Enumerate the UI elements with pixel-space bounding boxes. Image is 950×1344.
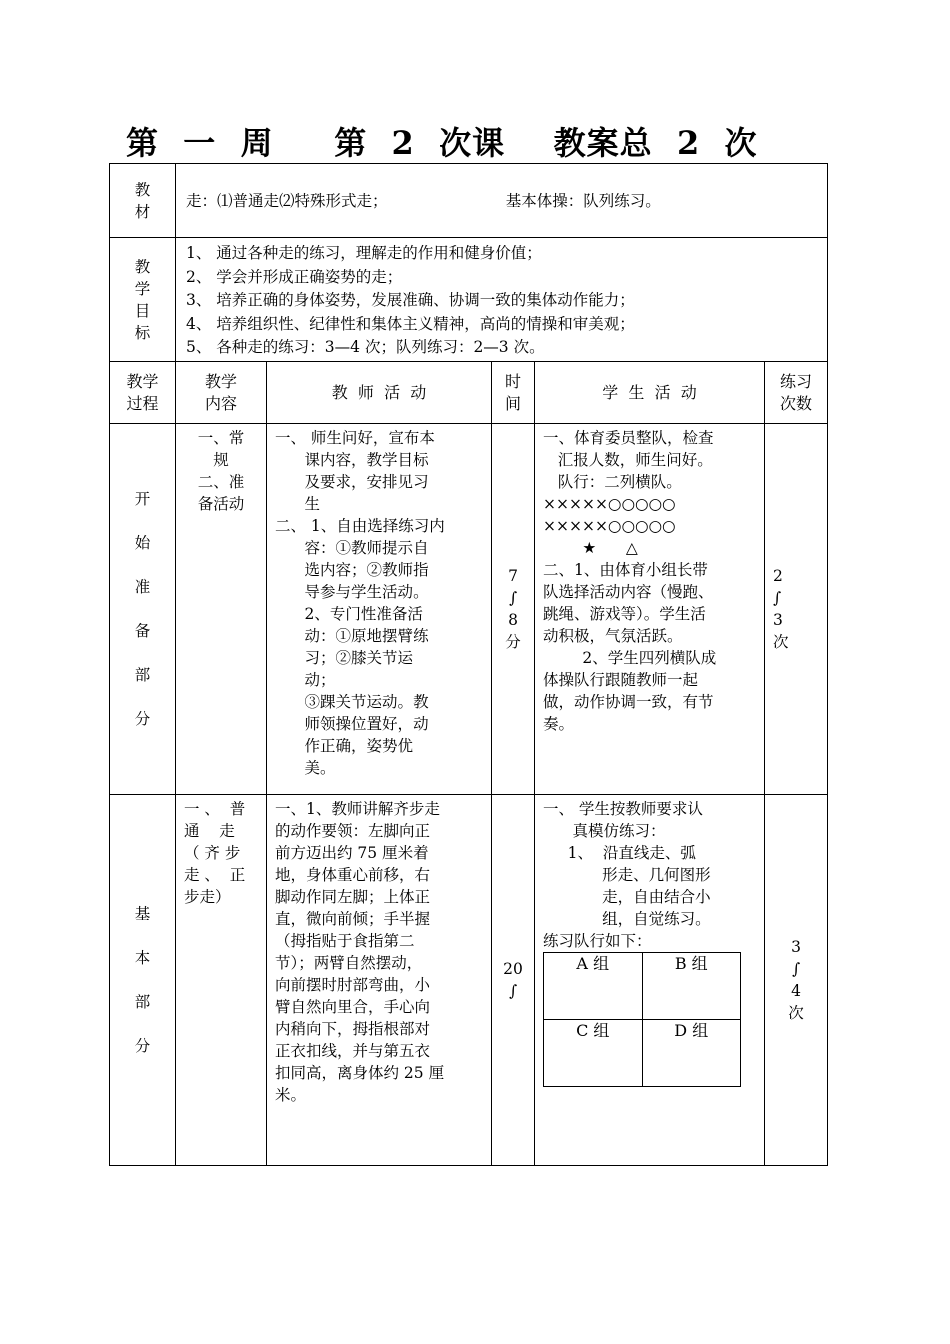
header-reps: 练习 次数 (765, 362, 828, 424)
header-row (110, 362, 828, 424)
objectives-row (110, 238, 828, 362)
header-time: 时 间 (492, 362, 535, 424)
material-text: 走：⑴普通走⑵特殊形式走； 基本体操：队列练习。 (186, 191, 661, 210)
material-label: 教 材 (110, 164, 176, 238)
section-basic-time: 20 ∫ (492, 795, 535, 1166)
objective-item: 1、 通过各种走的练习，理解走的作用和健身价值； (186, 244, 542, 262)
section-basic-student: 一、 学生按教师要求认 真模仿练习： 1、 沿直线走、弧 形走、几何图形 走，自由结合小 组，自觉练习。 练习队行如下： A 组 B 组 C 组 D 组 (535, 795, 765, 1166)
objective-item: 5、 各种走的练习：3—4 次；队列练习：2—3 次。 (186, 338, 545, 356)
section-start-teacher: 一、 师生问好，宣布本 课内容，教学目标 及要求，安排见习 生 二、 1、自由选择练习内 容：①教师提示自 选内容；②教师指 导参与学生活动。 2、专门性准备活 动：①原地摆臂练 习；②膝关节运 动； ③踝关节运动。教 师领操位置好，动 作正确，姿势优 美。 (267, 424, 492, 795)
header-content: 教学 内容 (176, 362, 267, 424)
group-b: B 组 (642, 953, 741, 1020)
section-basic-reps: 3 ∫ 4 次 (765, 795, 828, 1166)
group-a: A 组 (544, 953, 643, 1020)
section-basic-content: 一 、 普 通 走 （ 齐 步 走 、 正 步走） (176, 795, 267, 1166)
objective-item: 3、 培养正确的身体姿势，发展准确、协调一致的集体动作能力； (186, 291, 635, 309)
teacher-position-marks: ★ △ (543, 539, 638, 557)
section-start-row (110, 424, 828, 795)
section-basic-row (110, 795, 828, 1166)
group-grid (543, 952, 741, 1087)
group-c: C 组 (544, 1020, 643, 1087)
material-row (110, 164, 828, 238)
formation-row: ×××××○○○○○ (543, 495, 676, 513)
section-start-content: 一、常 规 二、准 备活动 (176, 424, 267, 795)
section-start-reps: 2 ∫ 3 次 (765, 424, 828, 795)
formation-row: ×××××○○○○○ (543, 517, 676, 535)
objectives-label: 教 学 目 标 (110, 238, 176, 362)
section-start-time: 7 ∫ 8 分 (492, 424, 535, 795)
header-teacher: 教 师 活 动 (267, 362, 492, 424)
objectives-list (176, 238, 828, 362)
section-start-student: 一、体育委员整队，检查 汇报人数，师生问好。 队行：二列横队。 ×××××○○○○○ ×××××○○○○○ ★ △ 二、1、由体育小组长带 队选择活动内容（慢跑、 跳绳、游戏等）。学生活 动积极，气氛活跃。 2、学生四列横队成 体操队行跟随教师一起 做，动作协调一致，有节 奏。 (535, 424, 765, 795)
section-start-label: 开 始 准 备 部 分 (110, 424, 176, 795)
section-basic-teacher: 一、1、教师讲解齐步走 的动作要领：左脚向正 前方迈出约 75 厘米着 地，身体重心前移，右 脚动作同左脚；上体正 直，微向前倾；手半握 （拇指贴于食指第二 节）；两臂自然摆动， 向前摆时肘部弯曲，小 臂自然向里合，手心向 内稍向下，拇指根部对 正衣扣线，并与第五衣 扣同高，离身体约 25 厘 米。 (267, 795, 492, 1166)
section-basic-label: 基 本 部 分 (110, 795, 176, 1166)
lesson-plan-table (109, 163, 828, 1166)
group-d: D 组 (642, 1020, 741, 1087)
objective-item: 2、 学会并形成正确姿势的走； (186, 267, 403, 286)
header-student: 学 生 活 动 (535, 362, 765, 424)
objective-item: 4、 培养组织性、纪律性和集体主义精神，高尚的情操和审美观； (186, 314, 635, 333)
material-text-cell (176, 164, 828, 238)
page-title: 第 一 周 第 2 次课 教案总 2 次 (126, 124, 758, 162)
header-process: 教学 过程 (110, 362, 176, 424)
